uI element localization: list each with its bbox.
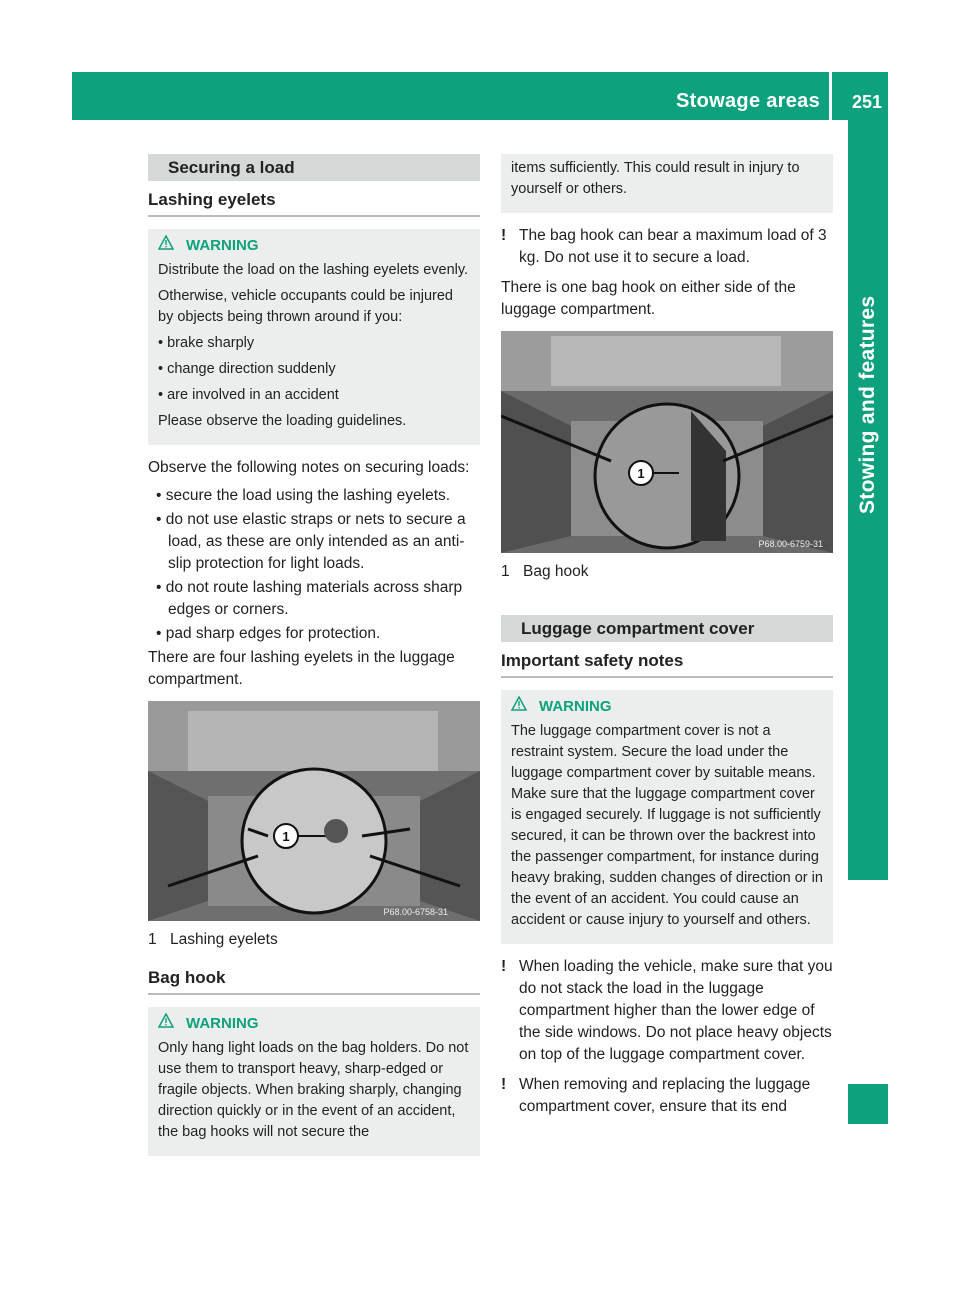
warning-triangle-icon	[511, 696, 539, 717]
warning-text: Distribute the load on the lashing eyelets evenly.	[158, 262, 469, 278]
header-divider	[829, 72, 832, 120]
warning-bullet: • change direction suddenly	[158, 361, 336, 377]
note-item: ! When removing and replacing the luggage compartment cover, ensure that its end	[501, 1076, 811, 1115]
warning-text: Please observe the loading guidelines.	[158, 413, 407, 429]
warning-title	[511, 696, 823, 717]
subheading-lashing-eyelets: Lashing eyelets	[148, 189, 480, 217]
svg-text:1: 1	[637, 466, 645, 481]
side-tab	[848, 120, 888, 880]
warning-box-bag-hook	[148, 1007, 480, 1156]
note-icon: !	[501, 227, 507, 244]
section-heading-luggage-cover: Luggage compartment cover	[501, 615, 833, 642]
note-item: ! The bag hook can bear a maximum load of 3 kg. Do not use it to secure a load.	[501, 227, 827, 266]
caption-text: Lashing eyelets	[170, 931, 278, 948]
warning-title	[158, 1013, 470, 1034]
note-icon: !	[501, 1076, 507, 1093]
page-header	[72, 72, 888, 120]
body-paragraph: There are four lashing eyelets in the luggage compartment.	[148, 649, 455, 688]
warning-bullet: • brake sharply	[158, 335, 255, 351]
list-item: • do not route lashing materials across sharp edges or corners.	[156, 579, 463, 618]
subheading-safety-notes: Important safety notes	[501, 650, 833, 678]
warning-title-text: WARNING	[539, 698, 612, 715]
bag-hook-photo	[501, 331, 833, 553]
callout-number: 1	[501, 563, 510, 580]
note-icon: !	[501, 958, 507, 975]
body-paragraph: There is one bag hook on either side of the luggage compartment.	[501, 279, 796, 318]
callout-number: 1	[148, 931, 157, 948]
warning-box-lashing	[148, 229, 480, 445]
lashing-eyelets-photo	[148, 701, 480, 921]
list-item: • pad sharp edges for protection.	[156, 625, 381, 642]
warning-title	[158, 235, 470, 256]
header-title: Stowage areas	[676, 90, 820, 112]
intro-paragraph: Observe the following notes on securing loads:	[148, 459, 470, 476]
caption-text: Bag hook	[523, 563, 589, 580]
svg-text:P68.00-6759-31: P68.00-6759-31	[758, 539, 823, 549]
warning-triangle-icon	[158, 235, 186, 256]
right-column	[501, 154, 833, 1126]
warning-box-cover	[501, 690, 833, 944]
left-column	[148, 154, 480, 1168]
section-heading-securing-load: Securing a load	[148, 154, 480, 181]
side-tab-marker	[848, 1084, 888, 1124]
warning-triangle-icon	[158, 1013, 186, 1034]
page-number: 251	[851, 92, 882, 112]
warning-text: Otherwise, vehicle occupants could be injured by objects being thrown around if you:	[158, 288, 453, 325]
svg-text:1: 1	[282, 829, 290, 844]
subheading-bag-hook: Bag hook	[148, 967, 480, 995]
note-item: ! When loading the vehicle, make sure that you do not stack the load in the luggage compartment higher than the lower edge of the side windows. Do not place heavy objects on top of the luggage compartment cover.	[501, 958, 833, 1063]
warning-title-text: WARNING	[186, 1015, 259, 1032]
figure-caption	[148, 929, 480, 951]
warning-title-text: WARNING	[186, 237, 259, 254]
warning-text: The luggage compartment cover is not a restraint system. Secure the load under the luggage compartment cover by suitable means. Make sure that the luggage compartment cover is engaged securely. If luggage is not sufficiently secured, it can be thrown over the backrest into the passenger compartment, for instance during heavy braking, sudden changes of direction or in the event of an accident. You could cause an accident or cause injury to yourself and others.	[511, 723, 823, 928]
warning-text: Only hang light loads on the bag holders. Do not use them to transport heavy, sharp-edged or fragile objects. When braking sharply, changing direction quickly or in the event of an accident, the bag hooks will not secure the	[158, 1040, 469, 1140]
warning-text: items sufficiently. This could result in injury to yourself or others.	[511, 160, 800, 197]
figure-caption	[501, 561, 833, 583]
warning-bullet: • are involved in an accident	[158, 387, 339, 403]
svg-text:P68.00-6758-31: P68.00-6758-31	[383, 907, 448, 917]
list-item: • secure the load using the lashing eyelets.	[156, 487, 451, 504]
side-tab-label: Stowing and features	[856, 295, 879, 515]
list-item: • do not use elastic straps or nets to secure a load, as these are only intended as an anti-slip protection for light loads.	[156, 511, 466, 572]
warning-box-continued	[501, 154, 833, 213]
